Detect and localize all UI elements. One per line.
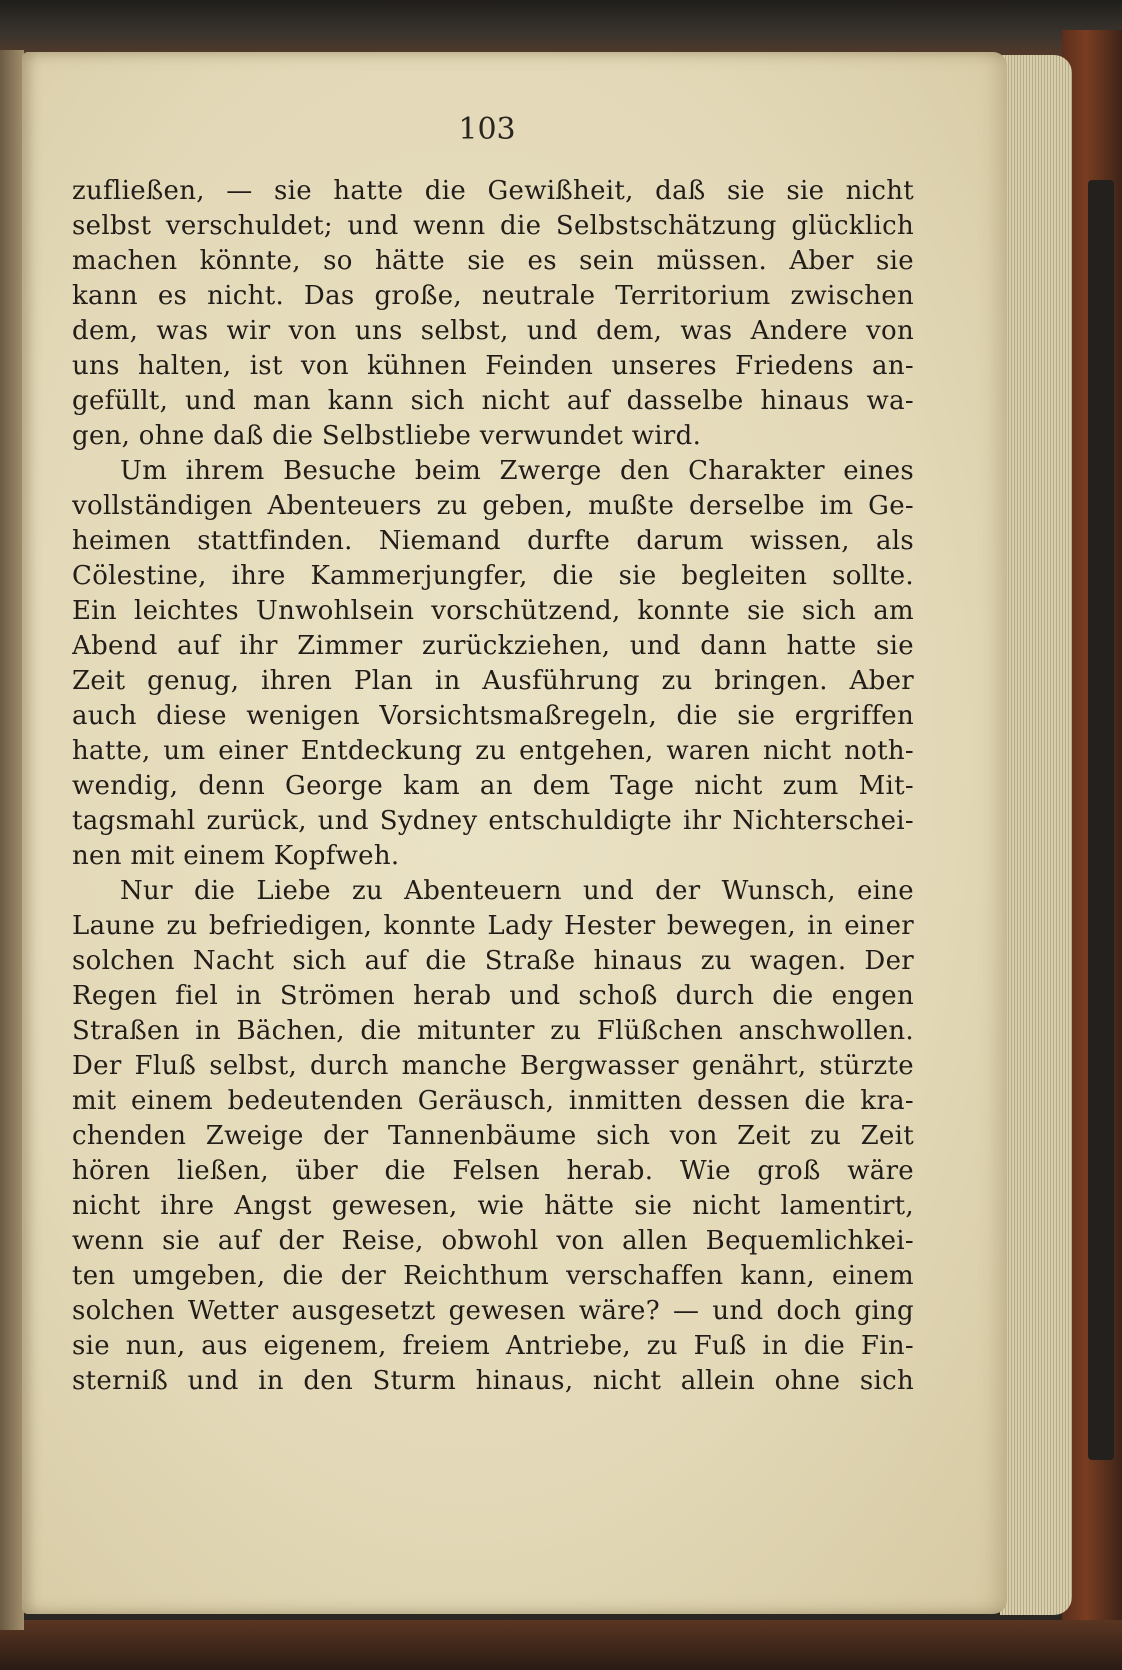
- text-line: Regen fiel in Strömen herab und schoß durch die engen: [72, 981, 914, 1011]
- page-text-block: [72, 174, 914, 1399]
- text-line: kann es nicht. Das große, neutrale Territorium zwischen: [72, 281, 914, 311]
- text-line: zufließen, — sie hatte die Gewißheit, daß sie sie nicht: [72, 176, 914, 206]
- text-line: chenden Zweige der Tannenbäume sich von Zeit zu Zeit: [72, 1121, 914, 1151]
- text-line: selbst verschuldet; und wenn die Selbstschätzung glücklich: [72, 211, 914, 241]
- text-line: Nur die Liebe zu Abenteuern und der Wunsch, eine: [120, 876, 914, 906]
- book-binding-strip: [1088, 180, 1114, 1460]
- text-line: heimen stattfinden. Niemand durfte darum wissen, als: [72, 526, 914, 556]
- text-line: tagsmahl zurück, und Sydney entschuldigte ihr Nichterschei-: [72, 806, 914, 836]
- text-line: Um ihrem Besuche beim Zwerge den Charakter eines: [120, 456, 914, 486]
- book-cover-bottom: [0, 1620, 1122, 1670]
- page-stack-edge: [1000, 55, 1072, 1615]
- text-line: solchen Nacht sich auf die Straße hinaus zu wagen. Der: [72, 946, 914, 976]
- text-line: hören ließen, über die Felsen herab. Wie groß wäre: [72, 1156, 914, 1186]
- text-line: Zeit genug, ihren Plan in Ausführung zu bringen. Aber: [72, 666, 914, 696]
- text-line: gen, ohne daß die Selbstliebe verwundet wird.: [72, 421, 702, 451]
- text-line: ten umgeben, die der Reichthum verschaffen kann, einem: [72, 1261, 914, 1291]
- text-line: auch diese wenigen Vorsichtsmaßregeln, die sie ergriffen: [72, 701, 914, 731]
- text-line: Cölestine, ihre Kammerjungfer, die sie begleiten sollte.: [72, 561, 914, 591]
- book-page: [22, 52, 1007, 1614]
- text-line: Straßen in Bächen, die mitunter zu Flüßchen anschwollen.: [72, 1016, 914, 1046]
- text-line: wenn sie auf der Reise, obwohl von allen Bequemlichkei-: [72, 1226, 914, 1256]
- text-line: Abend auf ihr Zimmer zurückziehen, und dann hatte sie: [72, 631, 914, 661]
- text-line: solchen Wetter ausgesetzt gewesen wäre? — und doch ging: [72, 1296, 914, 1326]
- text-line: Der Fluß selbst, durch manche Bergwasser genährt, stürzte: [72, 1051, 914, 1081]
- text-line: Ein leichtes Unwohlsein vorschützend, konnte sie sich am: [72, 596, 914, 626]
- text-line: nicht ihre Angst gewesen, wie hätte sie nicht lamentirt,: [72, 1191, 914, 1221]
- text-line: machen könnte, so hätte sie es sein müssen. Aber sie: [72, 246, 914, 276]
- text-line: dem, was wir von uns selbst, und dem, was Andere von: [72, 316, 914, 346]
- facing-page-edge: [0, 50, 24, 1630]
- text-line: hatte, um einer Entdeckung zu entgehen, waren nicht noth-: [72, 736, 914, 766]
- text-line: wendig, denn George kam an dem Tage nicht zum Mit-: [72, 771, 914, 801]
- text-line: vollständigen Abenteuers zu geben, mußte derselbe im Ge-: [72, 491, 914, 521]
- text-line: sterniß und in den Sturm hinaus, nicht allein ohne sich: [72, 1366, 914, 1396]
- text-line: Laune zu befriedigen, konnte Lady Hester bewegen, in einer: [72, 911, 914, 941]
- text-line: mit einem bedeutenden Geräusch, inmitten dessen die kra-: [72, 1086, 914, 1116]
- text-line: uns halten, ist von kühnen Feinden unseres Friedens an-: [72, 351, 914, 381]
- text-line: sie nun, aus eigenem, freiem Antriebe, zu Fuß in die Fin-: [72, 1331, 914, 1361]
- text-line: gefüllt, und man kann sich nicht auf dasselbe hinaus wa-: [72, 386, 914, 416]
- text-line: nen mit einem Kopfweh.: [72, 841, 400, 871]
- page-number: 103: [458, 112, 516, 147]
